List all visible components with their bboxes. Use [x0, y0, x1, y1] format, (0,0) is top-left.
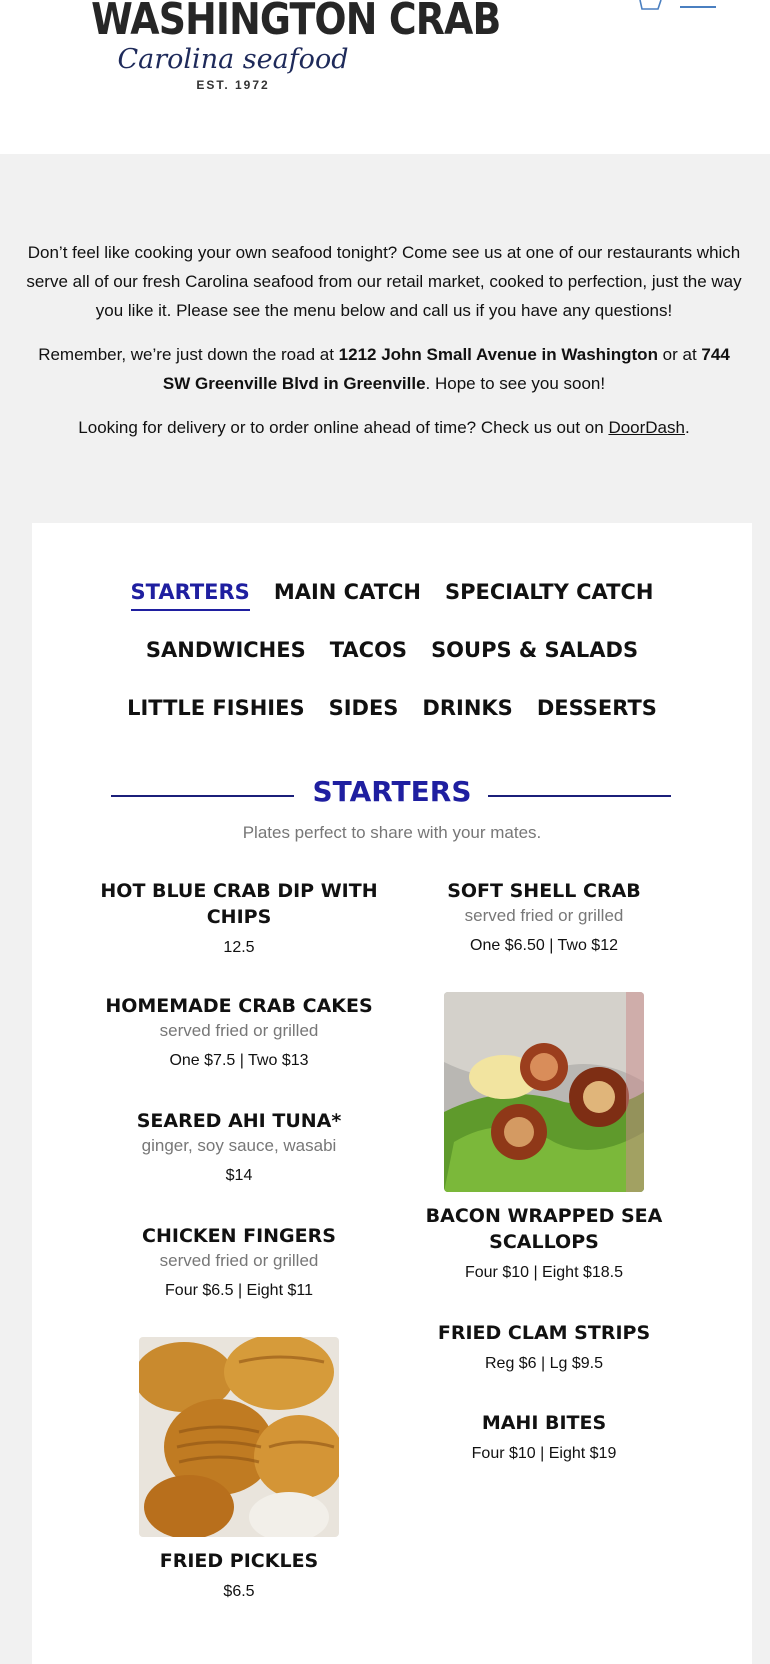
item-price: $6.5	[223, 1583, 255, 1600]
menu-item	[89, 878, 389, 959]
menu-item	[89, 1548, 389, 1603]
item-name: SEARED AHI TUNA*	[136, 1110, 342, 1132]
tab-sides[interactable]: SIDES	[328, 696, 399, 720]
item-price: Reg $6 | Lg $9.5	[484, 1355, 604, 1372]
tab-little-fishies[interactable]: LITTLE FISHIES	[127, 696, 305, 720]
item-price: One $7.5 | Two $13	[169, 1052, 309, 1069]
section-description: Plates perfect to share with your mates.	[242, 823, 542, 842]
item-description: served fried or grilled	[159, 1251, 319, 1270]
item-price: Four $10 | Eight $19	[471, 1445, 617, 1462]
intro-paragraph: Don’t feel like cooking your own seafood tonight? Come see us at one of our restaurants which serve all of our fresh Carolina seafood from our retail market, cooked to perfection, just the way you like it. Please see the menu below and call us if you have any questions!	[26, 243, 742, 320]
menu-tabs	[32, 579, 752, 753]
scallops-photo	[444, 992, 644, 1192]
item-name: CHICKEN FINGERS	[142, 1225, 336, 1247]
location-washington: 1212 John Small Avenue in Washington	[338, 345, 658, 364]
menu-item	[89, 993, 389, 1072]
section-divider-right	[488, 795, 671, 797]
item-description: served fried or grilled	[464, 906, 624, 925]
delivery-text: Looking for delivery or to order online ahead of time? Check us out on	[78, 418, 609, 437]
item-name: HOT BLUE CRAB DIP WITH CHIPS	[100, 880, 378, 928]
menu-item	[394, 1410, 694, 1465]
delivery-text-end: .	[684, 418, 690, 437]
item-name: MAHI BITES	[481, 1412, 607, 1434]
section-title: STARTERS	[312, 775, 472, 808]
tab-specialty-catch[interactable]: SPECIALTY CATCH	[445, 580, 654, 604]
doordash-link[interactable]: DoorDash	[608, 418, 685, 437]
tab-row-2	[32, 637, 752, 695]
item-name: FRIED PICKLES	[159, 1550, 319, 1572]
locations-text-a: Remember, we’re just down the road at	[38, 345, 339, 364]
item-description: ginger, soy sauce, wasabi	[141, 1136, 337, 1155]
logo-established: EST. 1972	[196, 78, 270, 92]
item-price: $14	[225, 1167, 253, 1184]
locations-text-b: or at	[657, 345, 702, 364]
tab-soups-salads[interactable]: SOUPS & SALADS	[431, 638, 639, 662]
menu-item	[394, 1320, 694, 1375]
site-logo[interactable]	[68, 0, 501, 100]
item-price: Four $10 | Eight $18.5	[464, 1264, 624, 1281]
menu-item	[394, 878, 694, 957]
cart-icon[interactable]	[638, 0, 666, 14]
fried-pickles-photo	[139, 1337, 339, 1537]
item-name: HOMEMADE CRAB CAKES	[105, 995, 373, 1017]
item-price: One $6.50 | Two $12	[470, 937, 618, 954]
tab-sandwiches[interactable]: SANDWICHES	[145, 638, 306, 662]
item-name: SOFT SHELL CRAB	[447, 880, 641, 902]
tab-drinks[interactable]: DRINKS	[422, 696, 513, 720]
tab-desserts[interactable]: DESSERTS	[536, 696, 657, 720]
intro-text	[24, 238, 744, 457]
item-price: Four $6.5 | Eight $11	[165, 1282, 313, 1299]
menu-item	[394, 1203, 694, 1284]
tab-row-3	[32, 695, 752, 753]
item-name: BACON WRAPPED SEA SCALLOPS	[425, 1205, 663, 1253]
tab-main-catch[interactable]: MAIN CATCH	[273, 580, 422, 604]
section-header	[32, 775, 752, 815]
delivery-paragraph	[24, 413, 744, 442]
logo-wordmark: WASHINGTON CRAB	[91, 0, 501, 45]
logo-tagline: Carolina seafood	[117, 44, 349, 75]
tab-starters[interactable]: STARTERS	[131, 579, 250, 611]
tab-tacos[interactable]: TACOS	[329, 638, 408, 662]
locations-text-c: . Hope to see you soon!	[425, 374, 606, 393]
item-price: 12.5	[223, 939, 255, 956]
item-name: FRIED CLAM STRIPS	[437, 1322, 651, 1344]
menu-item	[89, 1223, 389, 1302]
site-header	[0, 0, 770, 154]
hamburger-menu-icon[interactable]	[680, 0, 720, 12]
tab-row-1	[32, 579, 752, 637]
locations-paragraph	[24, 340, 744, 398]
menu-panel	[32, 523, 752, 1664]
menu-item	[89, 1108, 389, 1187]
item-description: served fried or grilled	[159, 1021, 319, 1040]
location-greenville: 744 SW Greenville Blvd in Greenville	[162, 345, 730, 393]
